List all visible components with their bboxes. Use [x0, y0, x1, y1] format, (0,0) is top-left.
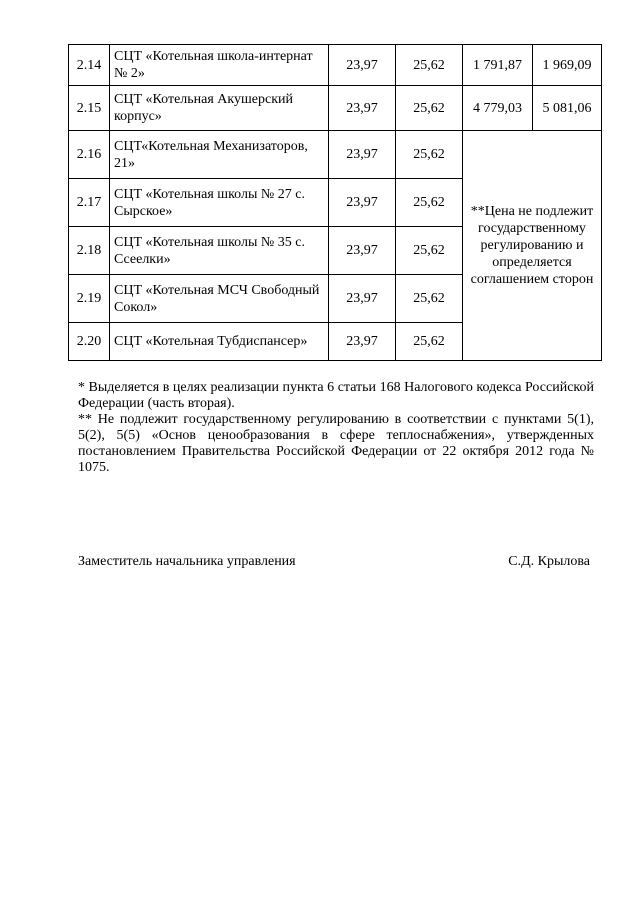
row-value-2: 25,62: [396, 275, 463, 323]
footnotes: [78, 380, 594, 476]
row-name: СЦТ «Котельная Акушерский корпус»: [110, 86, 329, 131]
footnote-not-regulated: ** Не подлежит государственному регулированию в соответствии с пунктами 5(1), 5(2), 5(5) «Основ ценообразования в сфере теплоснабжения», утвержденных постановлением Правительства Российской Федерации от 22 октября 2012 года № 1075.: [78, 412, 594, 475]
row-number: 2.14: [69, 45, 110, 86]
row-name: СЦТ «Котельная школа-интернат № 2»: [110, 45, 329, 86]
tariff-table: [68, 44, 602, 361]
row-number: 2.18: [69, 227, 110, 275]
row-name: СЦТ «Котельная Тубдиспансер»: [110, 323, 329, 361]
row-value-1: 23,97: [329, 86, 396, 131]
row-value-2: 25,62: [396, 227, 463, 275]
row-value-2: 25,62: [396, 86, 463, 131]
table-row: [69, 86, 602, 131]
row-price-2: 1 969,09: [533, 45, 602, 86]
row-name: СЦТ «Котельная школы № 35 с. Ссеелки»: [110, 227, 329, 275]
signatory-position: Заместитель начальника управления: [78, 554, 296, 569]
row-value-1: 23,97: [329, 45, 396, 86]
row-value-2: 25,62: [396, 323, 463, 361]
row-number: 2.16: [69, 131, 110, 179]
row-number: 2.19: [69, 275, 110, 323]
row-value-1: 23,97: [329, 227, 396, 275]
row-name: СЦТ «Котельная МСЧ Свободный Сокол»: [110, 275, 329, 323]
row-price-1: 1 791,87: [463, 45, 533, 86]
row-number: 2.20: [69, 323, 110, 361]
row-name: СЦТ«Котельная Механизаторов, 21»: [110, 131, 329, 179]
row-number: 2.15: [69, 86, 110, 131]
row-value-1: 23,97: [329, 323, 396, 361]
row-price-2: 5 081,06: [533, 86, 602, 131]
row-value-2: 25,62: [396, 45, 463, 86]
row-price-1: 4 779,03: [463, 86, 533, 131]
signature-block: [78, 554, 590, 570]
row-number: 2.17: [69, 179, 110, 227]
row-value-1: 23,97: [329, 275, 396, 323]
footnote-vat: * Выделяется в целях реализации пункта 6 статьи 168 Налогового кодекса Российской Федерации (часть вторая).: [78, 380, 594, 411]
table-row: [69, 131, 602, 179]
price-not-regulated-note: **Цена не подлежит государственному регулированию и определяется соглашением сторон: [463, 131, 602, 361]
row-name: СЦТ «Котельная школы № 27 с. Сырское»: [110, 179, 329, 227]
row-value-1: 23,97: [329, 131, 396, 179]
row-value-2: 25,62: [396, 131, 463, 179]
row-value-1: 23,97: [329, 179, 396, 227]
signatory-name: С.Д. Крылова: [508, 554, 590, 569]
table-row: [69, 45, 602, 86]
row-value-2: 25,62: [396, 179, 463, 227]
